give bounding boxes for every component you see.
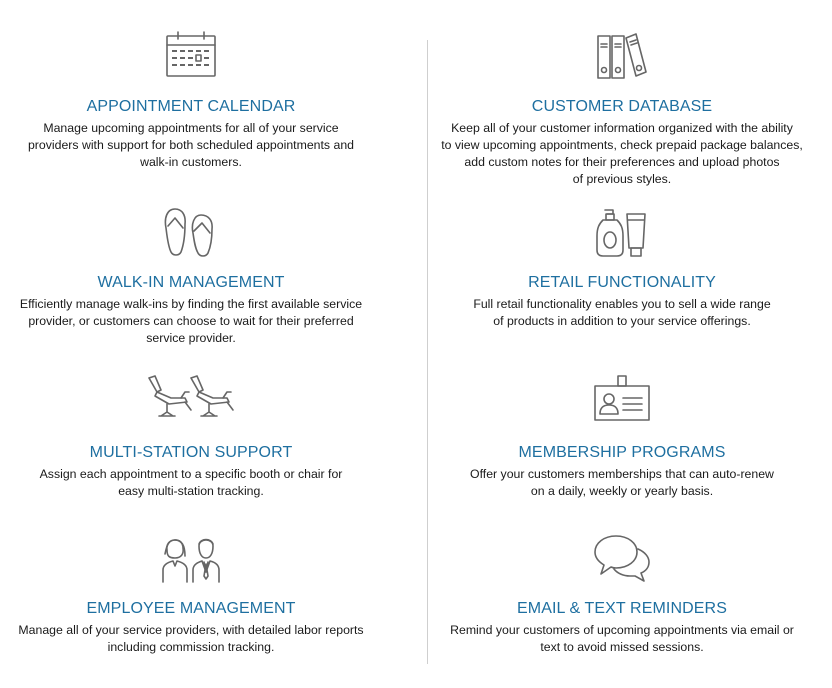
description-line: of previous styles. <box>572 172 672 186</box>
retail-products-icon <box>432 206 812 262</box>
description-line: providers with support for both scheduled appointments and <box>27 138 355 152</box>
description-line: add custom notes for their preferences and upload photos <box>464 155 780 169</box>
feature-employee-management <box>10 532 372 656</box>
description-line: Manage upcoming appointments for all of your service <box>43 121 339 135</box>
feature-email-text-reminders <box>432 532 812 656</box>
description-line: text to avoid missed sessions. <box>540 640 704 654</box>
feature-description <box>10 466 372 500</box>
feature-description <box>432 296 812 330</box>
feature-description <box>10 120 372 171</box>
feature-description <box>432 622 812 656</box>
description-line: Assign each appointment to a specific booth or chair for <box>39 467 343 481</box>
binders-icon <box>432 28 812 84</box>
feature-description <box>10 296 372 347</box>
feature-title: RETAIL FUNCTIONALITY <box>528 274 716 291</box>
membership-card-icon <box>432 374 812 430</box>
description-line: Manage all of your service providers, with detailed labor reports <box>18 623 364 637</box>
employees-icon <box>10 532 372 588</box>
feature-title: MEMBERSHIP PROGRAMS <box>518 444 726 461</box>
feature-multi-station-support <box>10 374 372 500</box>
description-line: of products in addition to your service offerings. <box>493 314 751 328</box>
feature-retail-functionality <box>432 206 812 330</box>
description-line: Remind your customers of upcoming appointments via email or <box>450 623 794 637</box>
feature-description <box>10 622 372 656</box>
feature-title: MULTI-STATION SUPPORT <box>89 444 293 461</box>
description-line: on a daily, weekly or yearly basis. <box>530 484 714 498</box>
description-line: provider, or customers can choose to wait for their preferred <box>28 314 354 328</box>
description-line: easy multi-station tracking. <box>118 484 264 498</box>
description-line: Offer your customers memberships that can auto-renew <box>470 467 774 481</box>
calendar-icon <box>10 28 372 84</box>
feature-title: APPOINTMENT CALENDAR <box>86 98 296 115</box>
description-line: Efficiently manage walk-ins by finding the first available service <box>19 297 363 311</box>
feature-membership-programs <box>432 374 812 500</box>
feature-description <box>432 466 812 500</box>
feature-customer-database <box>432 28 812 188</box>
description-line: walk-in customers. <box>140 155 242 169</box>
feature-title: WALK-IN MANAGEMENT <box>97 274 285 291</box>
description-line: service provider. <box>146 331 236 345</box>
flip-flops-icon <box>10 206 372 262</box>
feature-walk-in-management <box>10 206 372 347</box>
description-line: Keep all of your customer information organized with the ability <box>451 121 793 135</box>
salon-chairs-icon <box>10 374 372 430</box>
feature-appointment-calendar <box>10 28 372 171</box>
feature-title: EMPLOYEE MANAGEMENT <box>86 600 296 617</box>
speech-bubbles-icon <box>432 532 812 588</box>
feature-description <box>432 120 812 188</box>
description-line: including commission tracking. <box>107 640 275 654</box>
feature-title: CUSTOMER DATABASE <box>531 98 713 115</box>
feature-title: EMAIL & TEXT REMINDERS <box>517 600 727 617</box>
column-divider <box>427 40 428 664</box>
description-line: Full retail functionality enables you to sell a wide range <box>473 297 771 311</box>
description-line: to view upcoming appointments, check prepaid package balances, <box>441 138 803 152</box>
